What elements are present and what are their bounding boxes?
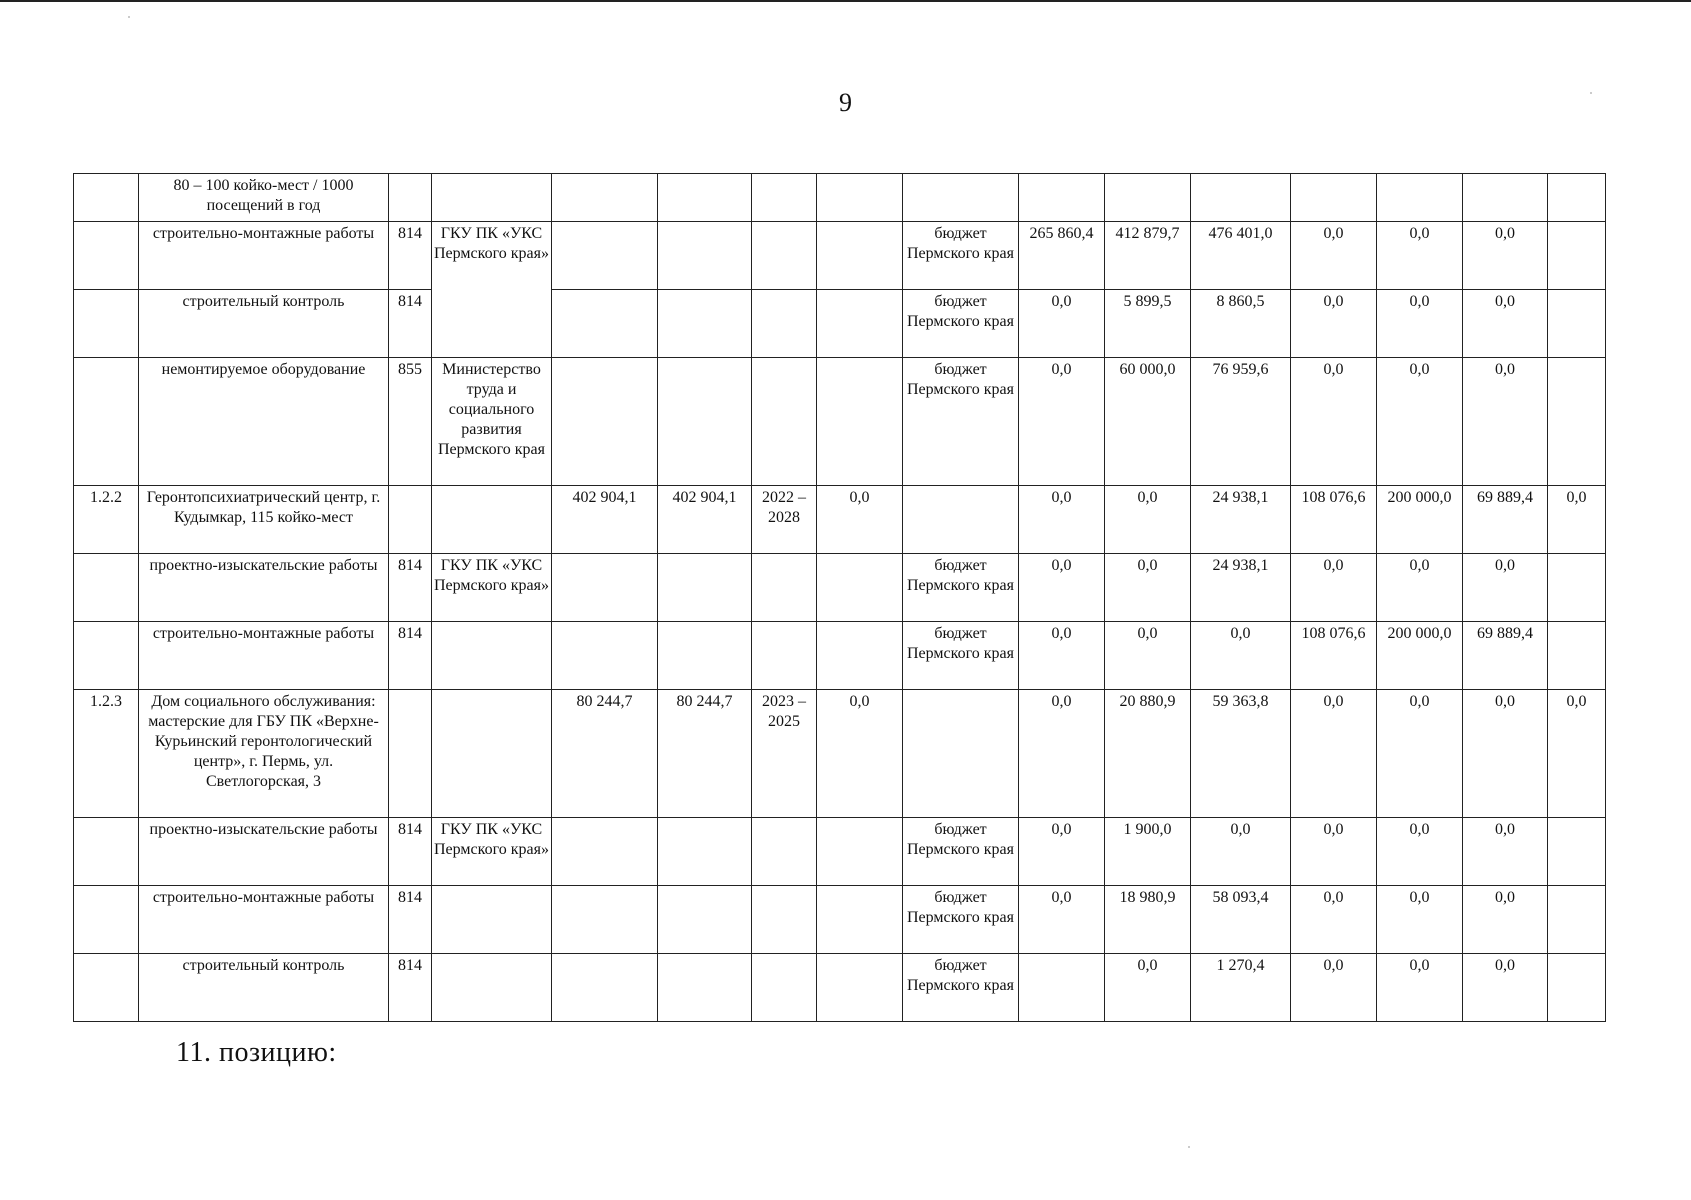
- year-value-1-cell: 0,0: [1019, 886, 1105, 954]
- cost-budget-cell: [658, 554, 752, 622]
- year-value-3-cell: 0,0: [1191, 622, 1291, 690]
- year-value-7-cell: 0,0: [1548, 690, 1606, 818]
- row-number-cell: [74, 222, 139, 290]
- period-cell: [752, 818, 817, 886]
- cost-budget-cell: [658, 818, 752, 886]
- year-value-5-cell: 0,0: [1377, 358, 1463, 486]
- table-row: [74, 690, 1606, 818]
- code-cell: 814: [389, 954, 432, 1022]
- scan-speck: [128, 16, 130, 18]
- funding-source-cell: [903, 690, 1019, 818]
- year-value-2-cell: 0,0: [1105, 554, 1191, 622]
- year-value-2-cell: 18 980,9: [1105, 886, 1191, 954]
- previous-funding-cell: 0,0: [817, 486, 903, 554]
- organization-cell: ГКУ ПК «УКС Пермского края»: [432, 222, 552, 358]
- row-number-cell: 1.2.3: [74, 690, 139, 818]
- funding-source-cell: бюджет Пермского края: [903, 222, 1019, 290]
- year-value-7-cell: [1548, 622, 1606, 690]
- code-cell: 814: [389, 622, 432, 690]
- year-value-1-cell: 265 860,4: [1019, 222, 1105, 290]
- period-cell: [752, 222, 817, 290]
- year-value-7-cell: 0,0: [1548, 486, 1606, 554]
- row-number-cell: [74, 174, 139, 222]
- code-cell: [389, 174, 432, 222]
- table-row: [74, 622, 1606, 690]
- year-value-6-cell: 0,0: [1463, 818, 1548, 886]
- year-value-4-cell: 108 076,6: [1291, 622, 1377, 690]
- cost-budget-cell: 402 904,1: [658, 486, 752, 554]
- period-cell: [752, 174, 817, 222]
- year-value-2-cell: 60 000,0: [1105, 358, 1191, 486]
- cost-total-cell: [552, 222, 658, 290]
- year-value-1-cell: 0,0: [1019, 358, 1105, 486]
- previous-funding-cell: [817, 954, 903, 1022]
- item-name-cell: строительно-монтажные работы: [139, 886, 389, 954]
- cost-total-cell: [552, 818, 658, 886]
- scan-speck: [1188, 1146, 1190, 1148]
- funding-source-cell: бюджет Пермского края: [903, 290, 1019, 358]
- year-value-5-cell: 0,0: [1377, 222, 1463, 290]
- table-row: [74, 554, 1606, 622]
- funding-source-cell: бюджет Пермского края: [903, 554, 1019, 622]
- year-value-1-cell: 0,0: [1019, 290, 1105, 358]
- year-value-4-cell: 108 076,6: [1291, 486, 1377, 554]
- year-value-6-cell: [1463, 174, 1548, 222]
- row-number-cell: [74, 886, 139, 954]
- organization-cell: [432, 954, 552, 1022]
- year-value-2-cell: 1 900,0: [1105, 818, 1191, 886]
- period-cell: [752, 554, 817, 622]
- item-name-cell: строительный контроль: [139, 290, 389, 358]
- item-name-cell: Геронтопсихиатрический центр, г. Кудымкар, 115 койко-мест: [139, 486, 389, 554]
- code-cell: 814: [389, 290, 432, 358]
- previous-funding-cell: [817, 886, 903, 954]
- year-value-7-cell: [1548, 886, 1606, 954]
- table-row: [74, 222, 1606, 290]
- period-cell: [752, 622, 817, 690]
- year-value-6-cell: 69 889,4: [1463, 622, 1548, 690]
- year-value-7-cell: [1548, 554, 1606, 622]
- period-cell: [752, 290, 817, 358]
- previous-funding-cell: [817, 358, 903, 486]
- previous-funding-cell: [817, 290, 903, 358]
- period-cell: 2023 – 2025: [752, 690, 817, 818]
- organization-cell: [432, 174, 552, 222]
- row-number-cell: [74, 554, 139, 622]
- year-value-6-cell: 0,0: [1463, 358, 1548, 486]
- funding-source-cell: бюджет Пермского края: [903, 886, 1019, 954]
- year-value-1-cell: 0,0: [1019, 690, 1105, 818]
- year-value-2-cell: 0,0: [1105, 954, 1191, 1022]
- cost-budget-cell: [658, 358, 752, 486]
- table-row: [74, 818, 1606, 886]
- year-value-5-cell: 0,0: [1377, 554, 1463, 622]
- year-value-7-cell: [1548, 174, 1606, 222]
- funding-source-cell: бюджет Пермского края: [903, 954, 1019, 1022]
- year-value-6-cell: 0,0: [1463, 954, 1548, 1022]
- year-value-1-cell: 0,0: [1019, 486, 1105, 554]
- previous-funding-cell: [817, 554, 903, 622]
- year-value-3-cell: 0,0: [1191, 818, 1291, 886]
- year-value-4-cell: 0,0: [1291, 954, 1377, 1022]
- organization-cell: [432, 886, 552, 954]
- row-number-cell: [74, 954, 139, 1022]
- year-value-3-cell: 24 938,1: [1191, 554, 1291, 622]
- code-cell: 814: [389, 818, 432, 886]
- cost-budget-cell: 80 244,7: [658, 690, 752, 818]
- year-value-2-cell: 20 880,9: [1105, 690, 1191, 818]
- item-name-cell: строительно-монтажные работы: [139, 222, 389, 290]
- year-value-2-cell: 0,0: [1105, 486, 1191, 554]
- funding-source-cell: бюджет Пермского края: [903, 818, 1019, 886]
- code-cell: 814: [389, 886, 432, 954]
- year-value-2-cell: 5 899,5: [1105, 290, 1191, 358]
- year-value-5-cell: 0,0: [1377, 690, 1463, 818]
- page-number: 9: [839, 88, 852, 117]
- table-row: [74, 174, 1606, 222]
- year-value-1-cell: 0,0: [1019, 622, 1105, 690]
- year-value-7-cell: [1548, 818, 1606, 886]
- year-value-4-cell: 0,0: [1291, 358, 1377, 486]
- year-value-7-cell: [1548, 222, 1606, 290]
- item-name-cell: Дом социального обслуживания: мастерские для ГБУ ПК «Верхне-Курьинский геронтологический центр», г. Пермь, ул. Светлогорская, 3: [139, 690, 389, 818]
- year-value-6-cell: 0,0: [1463, 554, 1548, 622]
- year-value-4-cell: [1291, 174, 1377, 222]
- cost-budget-cell: [658, 174, 752, 222]
- previous-funding-cell: [817, 818, 903, 886]
- item-name-cell: немонтируемое оборудование: [139, 358, 389, 486]
- code-cell: 814: [389, 554, 432, 622]
- period-cell: [752, 954, 817, 1022]
- cost-total-cell: [552, 358, 658, 486]
- year-value-4-cell: 0,0: [1291, 290, 1377, 358]
- funding-source-cell: бюджет Пермского края: [903, 622, 1019, 690]
- year-value-5-cell: 200 000,0: [1377, 622, 1463, 690]
- item-name-cell: строительно-монтажные работы: [139, 622, 389, 690]
- row-number-cell: [74, 818, 139, 886]
- year-value-3-cell: 1 270,4: [1191, 954, 1291, 1022]
- budget-table: [73, 173, 1606, 1022]
- table-row: [74, 358, 1606, 486]
- year-value-2-cell: 0,0: [1105, 622, 1191, 690]
- item-name-cell: проектно-изыскательские работы: [139, 818, 389, 886]
- cost-total-cell: [552, 554, 658, 622]
- row-number-cell: 1.2.2: [74, 486, 139, 554]
- cost-total-cell: 80 244,7: [552, 690, 658, 818]
- year-value-4-cell: 0,0: [1291, 886, 1377, 954]
- cost-total-cell: [552, 622, 658, 690]
- year-value-3-cell: 8 860,5: [1191, 290, 1291, 358]
- organization-cell: ГКУ ПК «УКС Пермского края»: [432, 554, 552, 622]
- cost-total-cell: [552, 290, 658, 358]
- funding-source-cell: [903, 174, 1019, 222]
- year-value-5-cell: 0,0: [1377, 818, 1463, 886]
- previous-funding-cell: [817, 174, 903, 222]
- previous-funding-cell: [817, 222, 903, 290]
- period-cell: 2022 – 2028: [752, 486, 817, 554]
- scan-border: [0, 0, 1691, 2]
- table-row: [74, 486, 1606, 554]
- previous-funding-cell: 0,0: [817, 690, 903, 818]
- year-value-6-cell: 0,0: [1463, 690, 1548, 818]
- code-cell: 814: [389, 222, 432, 290]
- code-cell: [389, 690, 432, 818]
- table-row: [74, 954, 1606, 1022]
- cost-budget-cell: [658, 290, 752, 358]
- organization-cell: ГКУ ПК «УКС Пермского края»: [432, 818, 552, 886]
- year-value-1-cell: 0,0: [1019, 818, 1105, 886]
- year-value-6-cell: 69 889,4: [1463, 486, 1548, 554]
- period-cell: [752, 358, 817, 486]
- organization-cell: [432, 690, 552, 818]
- year-value-3-cell: [1191, 174, 1291, 222]
- year-value-6-cell: 0,0: [1463, 886, 1548, 954]
- year-value-3-cell: 76 959,6: [1191, 358, 1291, 486]
- year-value-5-cell: 200 000,0: [1377, 486, 1463, 554]
- row-number-cell: [74, 358, 139, 486]
- year-value-1-cell: [1019, 954, 1105, 1022]
- cost-total-cell: [552, 174, 658, 222]
- cost-total-cell: [552, 954, 658, 1022]
- year-value-1-cell: 0,0: [1019, 554, 1105, 622]
- year-value-6-cell: 0,0: [1463, 222, 1548, 290]
- cost-budget-cell: [658, 886, 752, 954]
- code-cell: [389, 486, 432, 554]
- row-number-cell: [74, 622, 139, 690]
- row-number-cell: [74, 290, 139, 358]
- item-name-cell: строительный контроль: [139, 954, 389, 1022]
- year-value-2-cell: 412 879,7: [1105, 222, 1191, 290]
- previous-funding-cell: [817, 622, 903, 690]
- year-value-5-cell: 0,0: [1377, 954, 1463, 1022]
- year-value-4-cell: 0,0: [1291, 818, 1377, 886]
- year-value-7-cell: [1548, 290, 1606, 358]
- item-name-cell: 80 – 100 койко-мест / 1000 посещений в год: [139, 174, 389, 222]
- cost-budget-cell: [658, 954, 752, 1022]
- cost-total-cell: [552, 886, 658, 954]
- year-value-3-cell: 58 093,4: [1191, 886, 1291, 954]
- footer-text: 11. позицию:: [176, 1037, 337, 1068]
- year-value-4-cell: 0,0: [1291, 554, 1377, 622]
- organization-cell: [432, 486, 552, 554]
- year-value-4-cell: 0,0: [1291, 222, 1377, 290]
- year-value-3-cell: 59 363,8: [1191, 690, 1291, 818]
- year-value-5-cell: 0,0: [1377, 290, 1463, 358]
- organization-cell: [432, 622, 552, 690]
- table-row: [74, 886, 1606, 954]
- year-value-1-cell: [1019, 174, 1105, 222]
- funding-source-cell: [903, 486, 1019, 554]
- year-value-7-cell: [1548, 954, 1606, 1022]
- year-value-5-cell: 0,0: [1377, 886, 1463, 954]
- cost-budget-cell: [658, 222, 752, 290]
- year-value-6-cell: 0,0: [1463, 290, 1548, 358]
- funding-source-cell: бюджет Пермского края: [903, 358, 1019, 486]
- year-value-5-cell: [1377, 174, 1463, 222]
- code-cell: 855: [389, 358, 432, 486]
- year-value-3-cell: 476 401,0: [1191, 222, 1291, 290]
- organization-cell: Министерство труда и социального развития Пермского края: [432, 358, 552, 486]
- year-value-4-cell: 0,0: [1291, 690, 1377, 818]
- cost-budget-cell: [658, 622, 752, 690]
- cost-total-cell: 402 904,1: [552, 486, 658, 554]
- year-value-2-cell: [1105, 174, 1191, 222]
- year-value-3-cell: 24 938,1: [1191, 486, 1291, 554]
- year-value-7-cell: [1548, 358, 1606, 486]
- item-name-cell: проектно-изыскательские работы: [139, 554, 389, 622]
- period-cell: [752, 886, 817, 954]
- table-row: [74, 290, 1606, 358]
